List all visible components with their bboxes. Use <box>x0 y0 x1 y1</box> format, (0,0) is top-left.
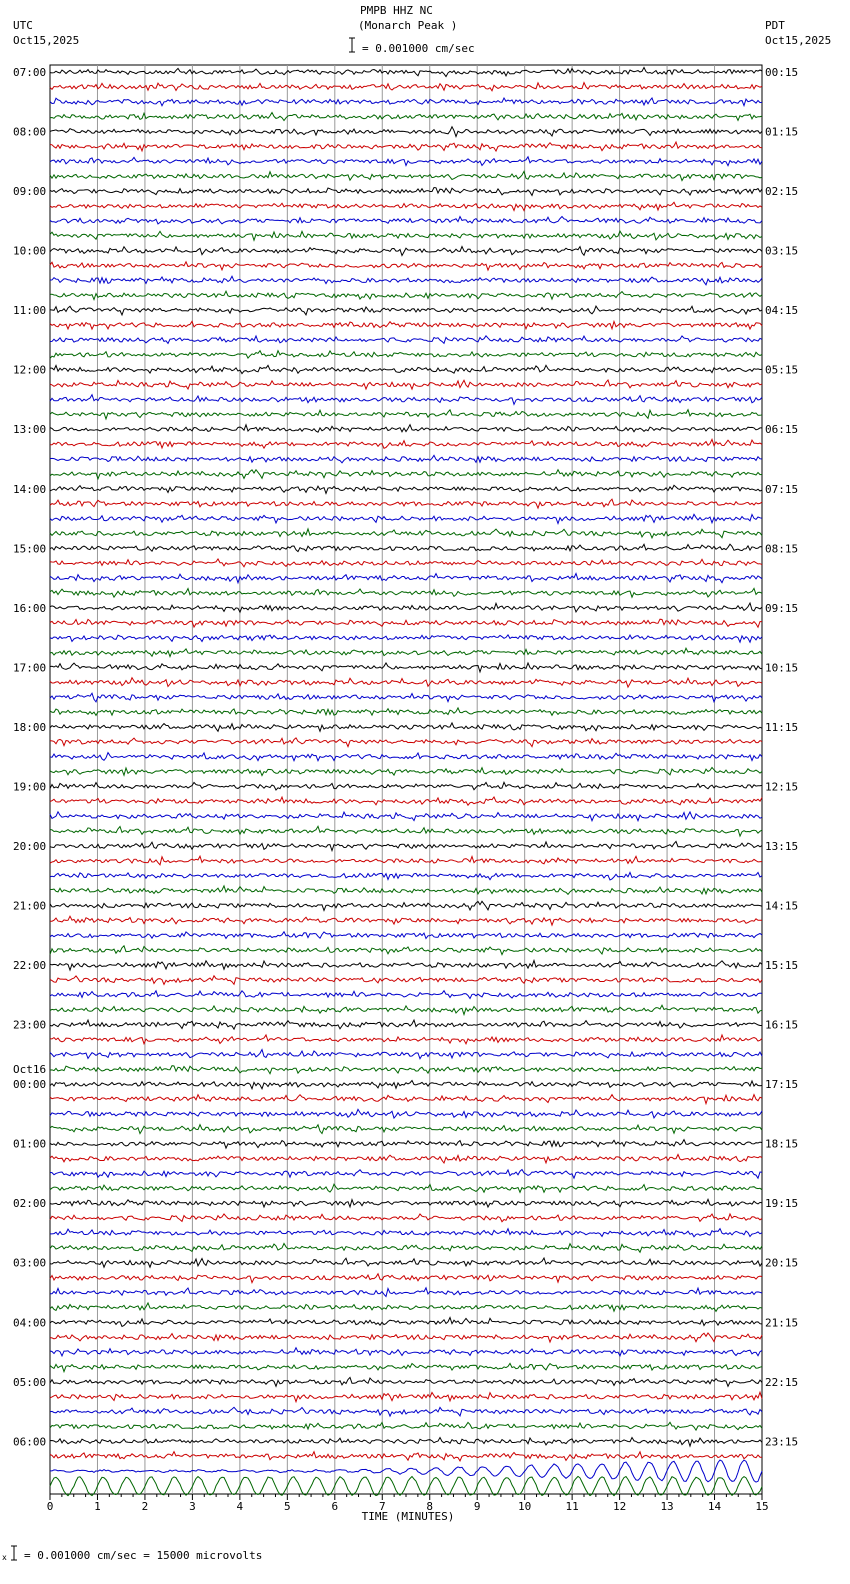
trace-line <box>50 797 762 805</box>
trace-line <box>50 1109 762 1118</box>
trace-line <box>50 768 762 776</box>
right-time-label: 07:15 <box>765 482 799 496</box>
trace-line <box>50 1348 762 1356</box>
left-time-label: 19:00 <box>13 780 47 794</box>
right-time-label: 15:15 <box>765 959 799 973</box>
trace-line <box>50 410 762 419</box>
x-tick-label: 4 <box>236 1500 244 1513</box>
trace-line <box>50 98 762 106</box>
trace-line <box>50 276 762 285</box>
trace-line <box>50 1214 762 1222</box>
left-time-label: 12:00 <box>13 363 47 377</box>
trace-line <box>50 738 762 747</box>
trace-line <box>50 485 762 493</box>
trace-line <box>50 171 762 180</box>
left-time-label: 00:00 <box>13 1078 47 1092</box>
trace-line <box>50 753 762 761</box>
trace-line <box>50 619 762 627</box>
x-tick-label: 9 <box>473 1500 481 1513</box>
trace-line <box>50 872 762 880</box>
right-time-label: 09:15 <box>765 601 799 615</box>
trace-line <box>50 321 762 329</box>
trace-line <box>50 1407 762 1416</box>
right-timezone: PDT <box>765 19 785 32</box>
trace-line <box>50 113 762 121</box>
trace-line <box>50 708 762 716</box>
trace-line <box>50 1318 762 1327</box>
x-tick-label: 7 <box>378 1500 386 1513</box>
x-tick-label: 6 <box>331 1500 339 1513</box>
trace-line <box>50 1005 762 1014</box>
trace-line <box>50 812 762 821</box>
station-title: PMPB HHZ NC <box>360 4 433 17</box>
trace-line <box>50 1363 762 1371</box>
right-time-label: 01:15 <box>765 125 799 139</box>
left-time-label: 09:00 <box>13 185 47 199</box>
left-time-label: 20:00 <box>13 839 47 853</box>
trace-line <box>50 306 762 315</box>
trace-line <box>50 635 762 642</box>
right-time-label: 12:15 <box>765 780 799 794</box>
right-time-label: 08:15 <box>765 542 799 556</box>
right-time-label: 21:15 <box>765 1316 799 1330</box>
x-tick-label: 11 <box>565 1500 579 1513</box>
trace-line <box>50 1392 762 1402</box>
trace-line <box>50 529 762 538</box>
x-tick-label: 1 <box>94 1500 101 1513</box>
right-time-label: 06:15 <box>765 423 799 437</box>
trace-line <box>50 1288 762 1297</box>
trace-line <box>50 365 762 373</box>
trace-line <box>50 648 762 656</box>
left-time-label: 05:00 <box>13 1375 47 1389</box>
x-tick-label: 0 <box>46 1500 54 1513</box>
trace-line <box>50 1020 762 1029</box>
right-time-label: 22:15 <box>765 1375 799 1389</box>
x-tick-label: 15 <box>755 1500 769 1513</box>
scale-text: = 0.001000 cm/sec <box>362 42 475 55</box>
right-time-label: 05:15 <box>765 363 799 377</box>
left-date: Oct15,2025 <box>13 34 80 47</box>
left-time-label: 15:00 <box>13 542 47 556</box>
right-time-label: 17:15 <box>765 1078 799 1092</box>
trace-line <box>50 1035 762 1044</box>
left-time-label: 11:00 <box>13 304 47 318</box>
left-time-label: 04:00 <box>13 1316 47 1330</box>
trace-line <box>50 1377 762 1386</box>
trace-line <box>50 991 762 999</box>
trace-line <box>50 976 762 985</box>
trace-line <box>50 1274 762 1283</box>
trace-line <box>50 470 762 479</box>
x-tick-label: 10 <box>518 1500 532 1513</box>
trace-line <box>50 1244 762 1253</box>
x-tick-label: 14 <box>707 1500 722 1513</box>
trace-line <box>50 439 762 448</box>
trace-line <box>50 262 762 270</box>
trace-line <box>50 1438 762 1447</box>
trace-line <box>50 202 762 210</box>
right-date: Oct15,2025 <box>765 34 832 47</box>
trace-line <box>50 693 762 702</box>
trace-line <box>50 83 762 91</box>
trace-line <box>50 588 762 597</box>
right-time-label: 11:15 <box>765 720 799 734</box>
right-time-label: 23:15 <box>765 1435 799 1449</box>
trace-line <box>50 826 762 836</box>
right-time-label: 13:15 <box>765 839 799 853</box>
trace-line <box>50 603 762 612</box>
trace-line <box>50 514 762 523</box>
left-time-label: 10:00 <box>13 244 47 258</box>
trace-line <box>50 231 762 240</box>
trace-line <box>50 544 762 551</box>
left-time-label: 03:00 <box>13 1256 47 1270</box>
x-tick-label: 5 <box>284 1500 291 1513</box>
trace-line <box>50 1066 762 1074</box>
trace-line <box>50 901 762 910</box>
left-time-label: 17:00 <box>13 661 47 675</box>
trace-line <box>50 395 762 405</box>
trace-line <box>50 1081 762 1089</box>
trace-line <box>50 886 762 895</box>
trace-line <box>50 1199 762 1207</box>
trace-line <box>50 499 762 508</box>
trace-line <box>50 1155 762 1164</box>
left-time-label: 21:00 <box>13 899 47 913</box>
trace-line <box>50 574 762 583</box>
trace-line <box>50 841 762 850</box>
trace-line <box>50 1476 762 1495</box>
left-timezone: UTC <box>13 19 33 32</box>
left-time-label: 14:00 <box>13 482 47 496</box>
trace-line <box>50 1184 762 1192</box>
trace-line <box>50 1452 762 1461</box>
trace-line <box>50 723 762 731</box>
trace-line <box>50 1170 762 1179</box>
left-time-label: 22:00 <box>13 959 47 973</box>
trace-line <box>50 1422 762 1430</box>
trace-line <box>50 142 762 151</box>
trace-line <box>50 932 762 939</box>
trace-line <box>50 336 762 344</box>
left-time-label: 06:00 <box>13 1435 47 1449</box>
trace-line <box>50 782 762 790</box>
x-tick-label: 12 <box>612 1500 627 1513</box>
right-time-label: 10:15 <box>765 661 799 675</box>
left-time-label: 07:00 <box>13 66 47 79</box>
right-time-label: 18:15 <box>765 1137 799 1151</box>
x-axis-label: TIME (MINUTES) <box>361 1510 455 1523</box>
trace-line <box>50 946 762 955</box>
trace-line <box>50 1258 762 1267</box>
trace-line <box>50 351 762 359</box>
site-name: (Monarch Peak ) <box>358 19 458 32</box>
trace-line <box>50 1460 762 1482</box>
footer-scale-text: = 0.001000 cm/sec = 15000 microvolts <box>24 1549 263 1562</box>
trace-line <box>50 663 762 672</box>
x-tick-label: 2 <box>141 1500 149 1513</box>
left-time-label: 16:00 <box>13 601 47 615</box>
trace-line <box>50 1050 762 1059</box>
trace-line <box>50 1303 762 1312</box>
right-time-label: 19:15 <box>765 1197 799 1211</box>
x-tick-label: 3 <box>189 1500 196 1513</box>
left-time-label: 13:00 <box>13 423 47 437</box>
trace-line <box>50 68 762 77</box>
right-time-label: 20:15 <box>765 1256 799 1270</box>
svg-text:x: x <box>2 1553 7 1561</box>
left-time-label: 02:00 <box>13 1197 47 1211</box>
trace-line <box>50 1229 762 1237</box>
trace-line <box>50 856 762 865</box>
right-time-label: 04:15 <box>765 304 799 318</box>
left-time-label: 18:00 <box>13 720 47 734</box>
trace-line <box>50 1125 762 1134</box>
left-time-label: 01:00 <box>13 1137 47 1151</box>
right-time-label: 00:15 <box>765 66 799 79</box>
right-time-label: 14:15 <box>765 899 799 913</box>
trace-line <box>50 455 762 462</box>
right-time-label: 02:15 <box>765 185 799 199</box>
trace-line <box>50 188 762 196</box>
footer-scale-bar-icon <box>2 1545 18 1561</box>
x-tick-label: 13 <box>660 1500 674 1513</box>
trace-line <box>50 247 762 256</box>
trace-line <box>50 425 762 433</box>
left-time-label: 23:00 <box>13 1018 47 1032</box>
trace-line <box>50 380 762 389</box>
trace-line <box>50 1095 762 1104</box>
left-date-label: Oct16 <box>13 1063 47 1077</box>
left-time-label: 08:00 <box>13 125 47 139</box>
trace-line <box>50 916 762 925</box>
trace-line <box>50 1140 762 1149</box>
trace-line <box>50 291 762 299</box>
trace-line <box>50 961 762 971</box>
trace-line <box>50 678 762 687</box>
right-time-label: 16:15 <box>765 1018 799 1032</box>
trace-line <box>50 157 762 166</box>
trace-line <box>50 559 762 567</box>
trace-line <box>50 1333 762 1342</box>
right-time-label: 03:15 <box>765 244 799 258</box>
x-tick-label: 8 <box>426 1500 434 1513</box>
trace-line <box>50 127 762 137</box>
trace-line <box>50 217 762 225</box>
